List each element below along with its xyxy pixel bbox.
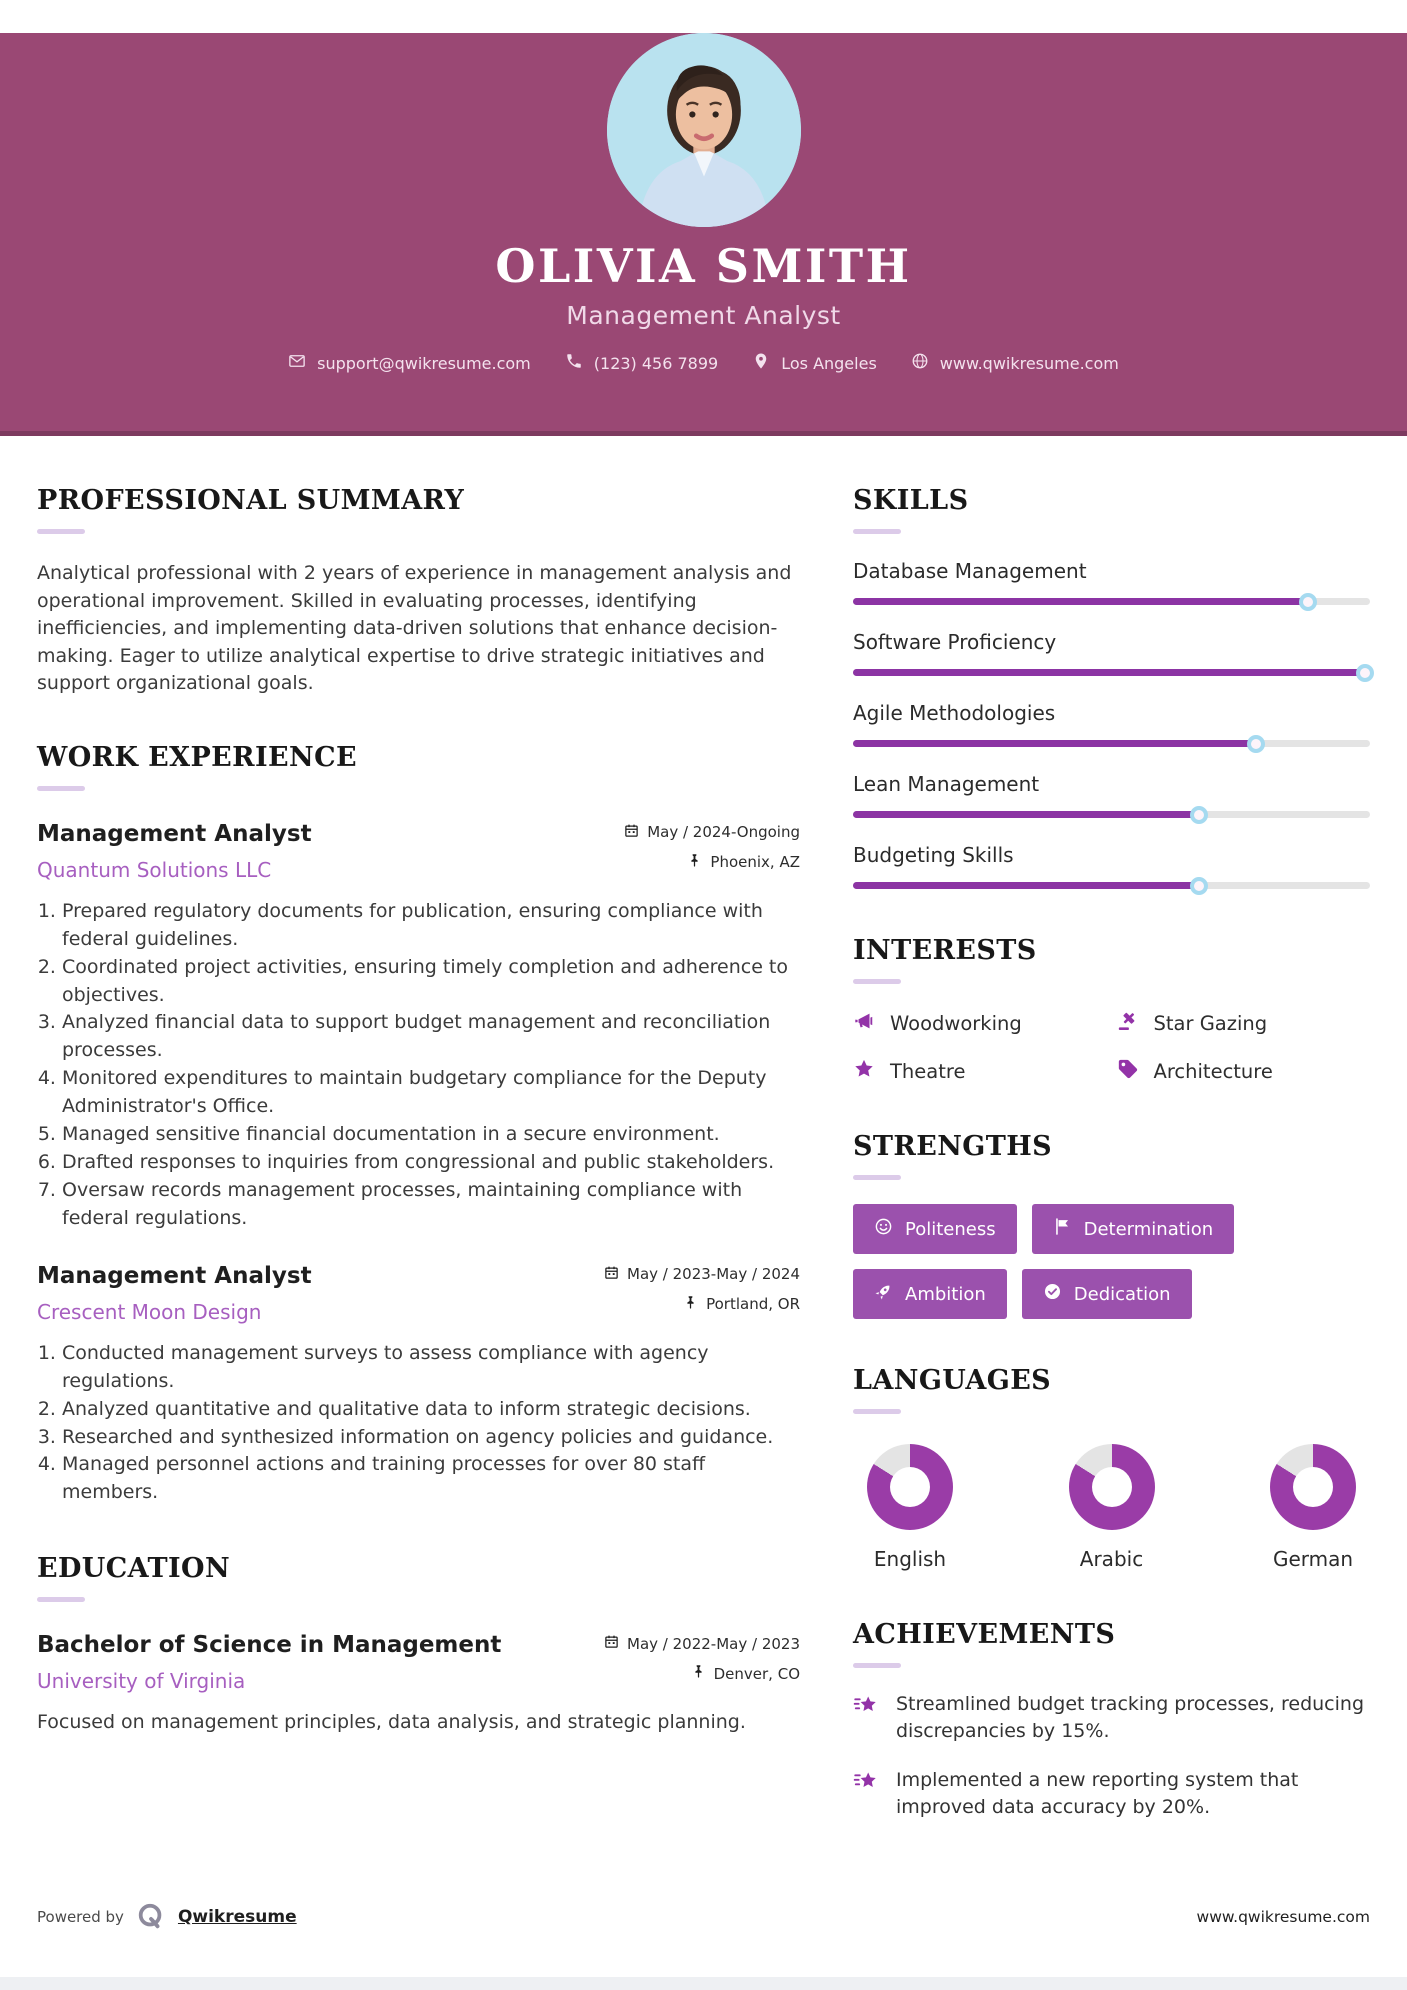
interest-item bbox=[853, 1058, 1107, 1085]
job-bullet: 1. Conducted management surveys to assess compliance with agency regulations. bbox=[62, 1340, 800, 1396]
main-content bbox=[0, 436, 1407, 1820]
footer bbox=[37, 1902, 1370, 1932]
pushpin-icon bbox=[691, 1664, 706, 1683]
qwikresume-link[interactable]: Qwikresume bbox=[177, 1907, 297, 1927]
flag-icon bbox=[1053, 1217, 1072, 1241]
person-name: OLIVIA SMITH bbox=[495, 239, 912, 293]
school-name[interactable]: University of Virginia bbox=[37, 1669, 246, 1694]
header bbox=[0, 33, 1407, 436]
language-donut bbox=[1270, 1444, 1356, 1530]
shooting-star-icon bbox=[853, 1767, 880, 1799]
job-bullet: 1. Prepared regulatory documents for publication, ensuring compliance with federal guidelines. bbox=[62, 898, 800, 954]
skill-fill bbox=[853, 740, 1256, 747]
check-icon bbox=[1043, 1282, 1062, 1306]
skill-name: Agile Methodologies bbox=[853, 701, 1056, 725]
company-name[interactable]: Quantum Solutions LLC bbox=[37, 857, 272, 882]
job-date: May / 2023-May / 2024 bbox=[627, 1265, 800, 1284]
section-languages bbox=[853, 1365, 1370, 1571]
section-heading: SKILLS bbox=[853, 485, 969, 516]
contact-item bbox=[565, 352, 718, 374]
section-heading: EDUCATION bbox=[37, 1553, 231, 1585]
strength-chip[interactable] bbox=[853, 1204, 1017, 1254]
job-date-row bbox=[604, 1265, 800, 1284]
section-heading: INTERESTS bbox=[853, 935, 1037, 966]
job-bullet: 6. Drafted responses to inquiries from congressional and public stakeholders. bbox=[62, 1149, 800, 1177]
smiley-icon bbox=[874, 1217, 893, 1241]
heading-underline bbox=[853, 1175, 901, 1180]
website-icon bbox=[911, 352, 929, 374]
heading-underline bbox=[853, 1409, 901, 1414]
job-bullet: 3. Analyzed financial data to support budget management and reconciliation processes. bbox=[62, 1009, 800, 1065]
interest-label: Star Gazing bbox=[1153, 1012, 1268, 1035]
shooting-star-icon bbox=[853, 1691, 880, 1723]
skill-item bbox=[853, 630, 1370, 676]
strength-label: Determination bbox=[1083, 1218, 1214, 1240]
job-header bbox=[37, 1263, 800, 1324]
job-title: Management Analyst bbox=[37, 820, 312, 847]
skill-slider[interactable] bbox=[853, 882, 1370, 889]
language-item bbox=[867, 1444, 953, 1571]
skill-fill bbox=[853, 598, 1308, 605]
skill-slider-knob[interactable] bbox=[1190, 806, 1208, 824]
strength-chip[interactable] bbox=[1032, 1204, 1235, 1254]
skill-slider-knob[interactable] bbox=[1299, 593, 1317, 611]
section-achievements bbox=[853, 1619, 1370, 1820]
job-bullet: 2. Coordinated project activities, ensuring timely completion and adherence to objectives. bbox=[62, 954, 800, 1010]
calendar-icon bbox=[624, 823, 639, 842]
education-date: May / 2022-May / 2023 bbox=[627, 1634, 800, 1653]
section-heading: WORK EXPERIENCE bbox=[37, 741, 357, 773]
skill-fill bbox=[853, 811, 1199, 818]
skill-item bbox=[853, 772, 1370, 818]
contact-text: (123) 456 7899 bbox=[593, 353, 719, 373]
strength-label: Politeness bbox=[905, 1218, 996, 1240]
contact-text: Los Angeles bbox=[781, 353, 877, 373]
language-item bbox=[1069, 1444, 1155, 1571]
language-label: Arabic bbox=[1079, 1547, 1144, 1571]
language-item bbox=[1270, 1444, 1356, 1571]
page-bottom-edge bbox=[0, 1977, 1407, 1990]
job-date: May / 2024-Ongoing bbox=[647, 823, 800, 842]
interest-item bbox=[1117, 1010, 1371, 1037]
job-entry bbox=[37, 1263, 800, 1508]
tag-icon bbox=[1117, 1058, 1139, 1085]
strength-label: Dedication bbox=[1073, 1283, 1171, 1305]
rocket-icon bbox=[874, 1282, 893, 1306]
star-icon bbox=[853, 1058, 875, 1085]
section-strengths bbox=[853, 1131, 1370, 1319]
contact-text: support@qwikresume.com bbox=[317, 353, 531, 373]
job-bullet: 4. Monitored expenditures to maintain budgetary compliance for the Deputy Administrator's Office. bbox=[62, 1065, 800, 1121]
right-column bbox=[853, 485, 1370, 1820]
job-header-left bbox=[37, 821, 312, 882]
skill-list bbox=[853, 559, 1370, 889]
contact-text: www.qwikresume.com bbox=[939, 353, 1119, 373]
phone-icon bbox=[565, 352, 583, 374]
skill-name: Lean Management bbox=[853, 772, 1040, 796]
interest-list bbox=[853, 1010, 1370, 1085]
language-donut bbox=[1069, 1444, 1155, 1530]
job-location: Portland, OR bbox=[706, 1295, 800, 1314]
job-bullet: 5. Managed sensitive financial documentation in a secure environment. bbox=[62, 1121, 800, 1149]
strength-list bbox=[853, 1204, 1370, 1319]
skill-slider[interactable] bbox=[853, 669, 1370, 676]
heading-underline bbox=[37, 1597, 85, 1602]
job-location-row bbox=[604, 1295, 800, 1314]
footer-website: www.qwikresume.com bbox=[1196, 1908, 1370, 1926]
education-location: Denver, CO bbox=[713, 1664, 800, 1683]
job-bullet: 3. Researched and synthesized information on agency policies and guidance. bbox=[62, 1424, 800, 1452]
left-column bbox=[37, 485, 800, 1820]
section-heading: STRENGTHS bbox=[853, 1131, 1053, 1162]
skill-slider-knob[interactable] bbox=[1356, 664, 1374, 682]
skill-item bbox=[853, 843, 1370, 889]
powered-by-label: Powered by bbox=[37, 1908, 124, 1926]
achievement-text: Streamlined budget tracking processes, reducing discrepancies by 15%. bbox=[896, 1693, 1365, 1742]
calendar-icon bbox=[604, 1634, 619, 1653]
skill-name: Database Management bbox=[853, 559, 1087, 583]
megaphone-icon bbox=[853, 1010, 875, 1037]
heading-underline bbox=[853, 529, 901, 534]
contact-item[interactable] bbox=[288, 352, 531, 374]
job-location-row bbox=[624, 853, 800, 872]
skill-slider[interactable] bbox=[853, 811, 1370, 818]
interest-label: Theatre bbox=[890, 1060, 966, 1083]
email-icon bbox=[288, 352, 306, 374]
language-label: German bbox=[1272, 1547, 1354, 1571]
contact-item[interactable] bbox=[911, 352, 1119, 374]
job-list bbox=[37, 821, 800, 1508]
skill-slider-knob[interactable] bbox=[1247, 735, 1265, 753]
interest-item bbox=[853, 1010, 1107, 1037]
skill-item bbox=[853, 559, 1370, 605]
skill-fill bbox=[853, 882, 1199, 889]
achievement-text: Implemented a new reporting system that improved data accuracy by 20%. bbox=[896, 1769, 1299, 1818]
skill-slider[interactable] bbox=[853, 598, 1370, 605]
job-header bbox=[37, 821, 800, 882]
heading-underline bbox=[37, 529, 85, 534]
section-heading: ACHIEVEMENTS bbox=[853, 1619, 1116, 1650]
job-bullet-list bbox=[37, 898, 800, 1233]
job-bullet: 2. Analyzed quantitative and qualitative data to inform strategic decisions. bbox=[62, 1396, 800, 1424]
skill-item bbox=[853, 701, 1370, 747]
section-interests bbox=[853, 935, 1370, 1085]
job-entry bbox=[37, 821, 800, 1233]
section-professional-summary bbox=[37, 485, 800, 698]
language-list bbox=[853, 1444, 1370, 1571]
strength-chip[interactable] bbox=[853, 1269, 1007, 1319]
skill-name: Software Proficiency bbox=[853, 630, 1057, 654]
pushpin-icon bbox=[683, 1295, 698, 1314]
location-icon bbox=[752, 352, 770, 374]
interest-label: Woodworking bbox=[890, 1012, 1022, 1035]
heading-underline bbox=[37, 786, 85, 791]
portrait-illustration bbox=[607, 33, 801, 227]
education-entry bbox=[37, 1632, 800, 1737]
interest-item bbox=[1117, 1058, 1371, 1085]
degree-title: Bachelor of Science in Management bbox=[37, 1632, 502, 1659]
person-title: Management Analyst bbox=[566, 301, 841, 330]
job-bullet: 4. Managed personnel actions and training processes for over 80 staff members. bbox=[62, 1451, 800, 1507]
qwikresume-logo bbox=[136, 1902, 166, 1932]
heading-underline bbox=[853, 979, 901, 984]
education-description: Focused on management principles, data analysis, and strategic planning. bbox=[37, 1711, 746, 1734]
job-date-row bbox=[624, 823, 800, 842]
interest-label: Architecture bbox=[1153, 1060, 1273, 1083]
skill-name: Budgeting Skills bbox=[853, 843, 1014, 867]
section-heading: PROFESSIONAL SUMMARY bbox=[37, 485, 465, 516]
company-name[interactable]: Crescent Moon Design bbox=[37, 1299, 262, 1324]
job-title: Management Analyst bbox=[37, 1262, 312, 1289]
strength-label: Ambition bbox=[905, 1283, 986, 1305]
job-bullet: 7. Oversaw records management processes, maintaining compliance with federal regulations. bbox=[62, 1177, 800, 1233]
skill-fill bbox=[853, 669, 1365, 676]
summary-text: Analytical professional with 2 years of experience in management analysis and operational improvement. Skilled in evaluating processes, identifying inefficiencies, and implementing data-driven solutions that enhance decision-making. Eager to utilize analytical expertise to drive strategic initiatives and support organizational goals. bbox=[37, 562, 792, 695]
contact-row bbox=[0, 352, 1407, 374]
education-meta bbox=[604, 1632, 800, 1683]
section-heading: LANGUAGES bbox=[853, 1365, 1052, 1396]
achievement-item bbox=[853, 1691, 1370, 1744]
achievement-list bbox=[853, 1691, 1370, 1820]
skill-slider[interactable] bbox=[853, 740, 1370, 747]
pushpin-icon bbox=[687, 853, 702, 872]
job-bullet-list bbox=[37, 1340, 800, 1508]
strength-chip[interactable] bbox=[1022, 1269, 1192, 1319]
job-meta bbox=[624, 821, 800, 872]
heading-underline bbox=[853, 1663, 901, 1668]
contact-item bbox=[752, 352, 877, 374]
profile-photo bbox=[607, 33, 801, 227]
calendar-icon bbox=[604, 1265, 619, 1284]
achievement-item bbox=[853, 1767, 1370, 1820]
job-location: Phoenix, AZ bbox=[710, 853, 800, 872]
job-header-left bbox=[37, 1263, 312, 1324]
language-label: English bbox=[873, 1547, 947, 1571]
section-education bbox=[37, 1553, 800, 1737]
gavel-icon bbox=[1117, 1010, 1139, 1037]
job-meta bbox=[604, 1263, 800, 1314]
section-work-experience bbox=[37, 742, 800, 1508]
section-skills bbox=[853, 485, 1370, 889]
language-donut bbox=[867, 1444, 953, 1530]
skill-slider-knob[interactable] bbox=[1190, 877, 1208, 895]
